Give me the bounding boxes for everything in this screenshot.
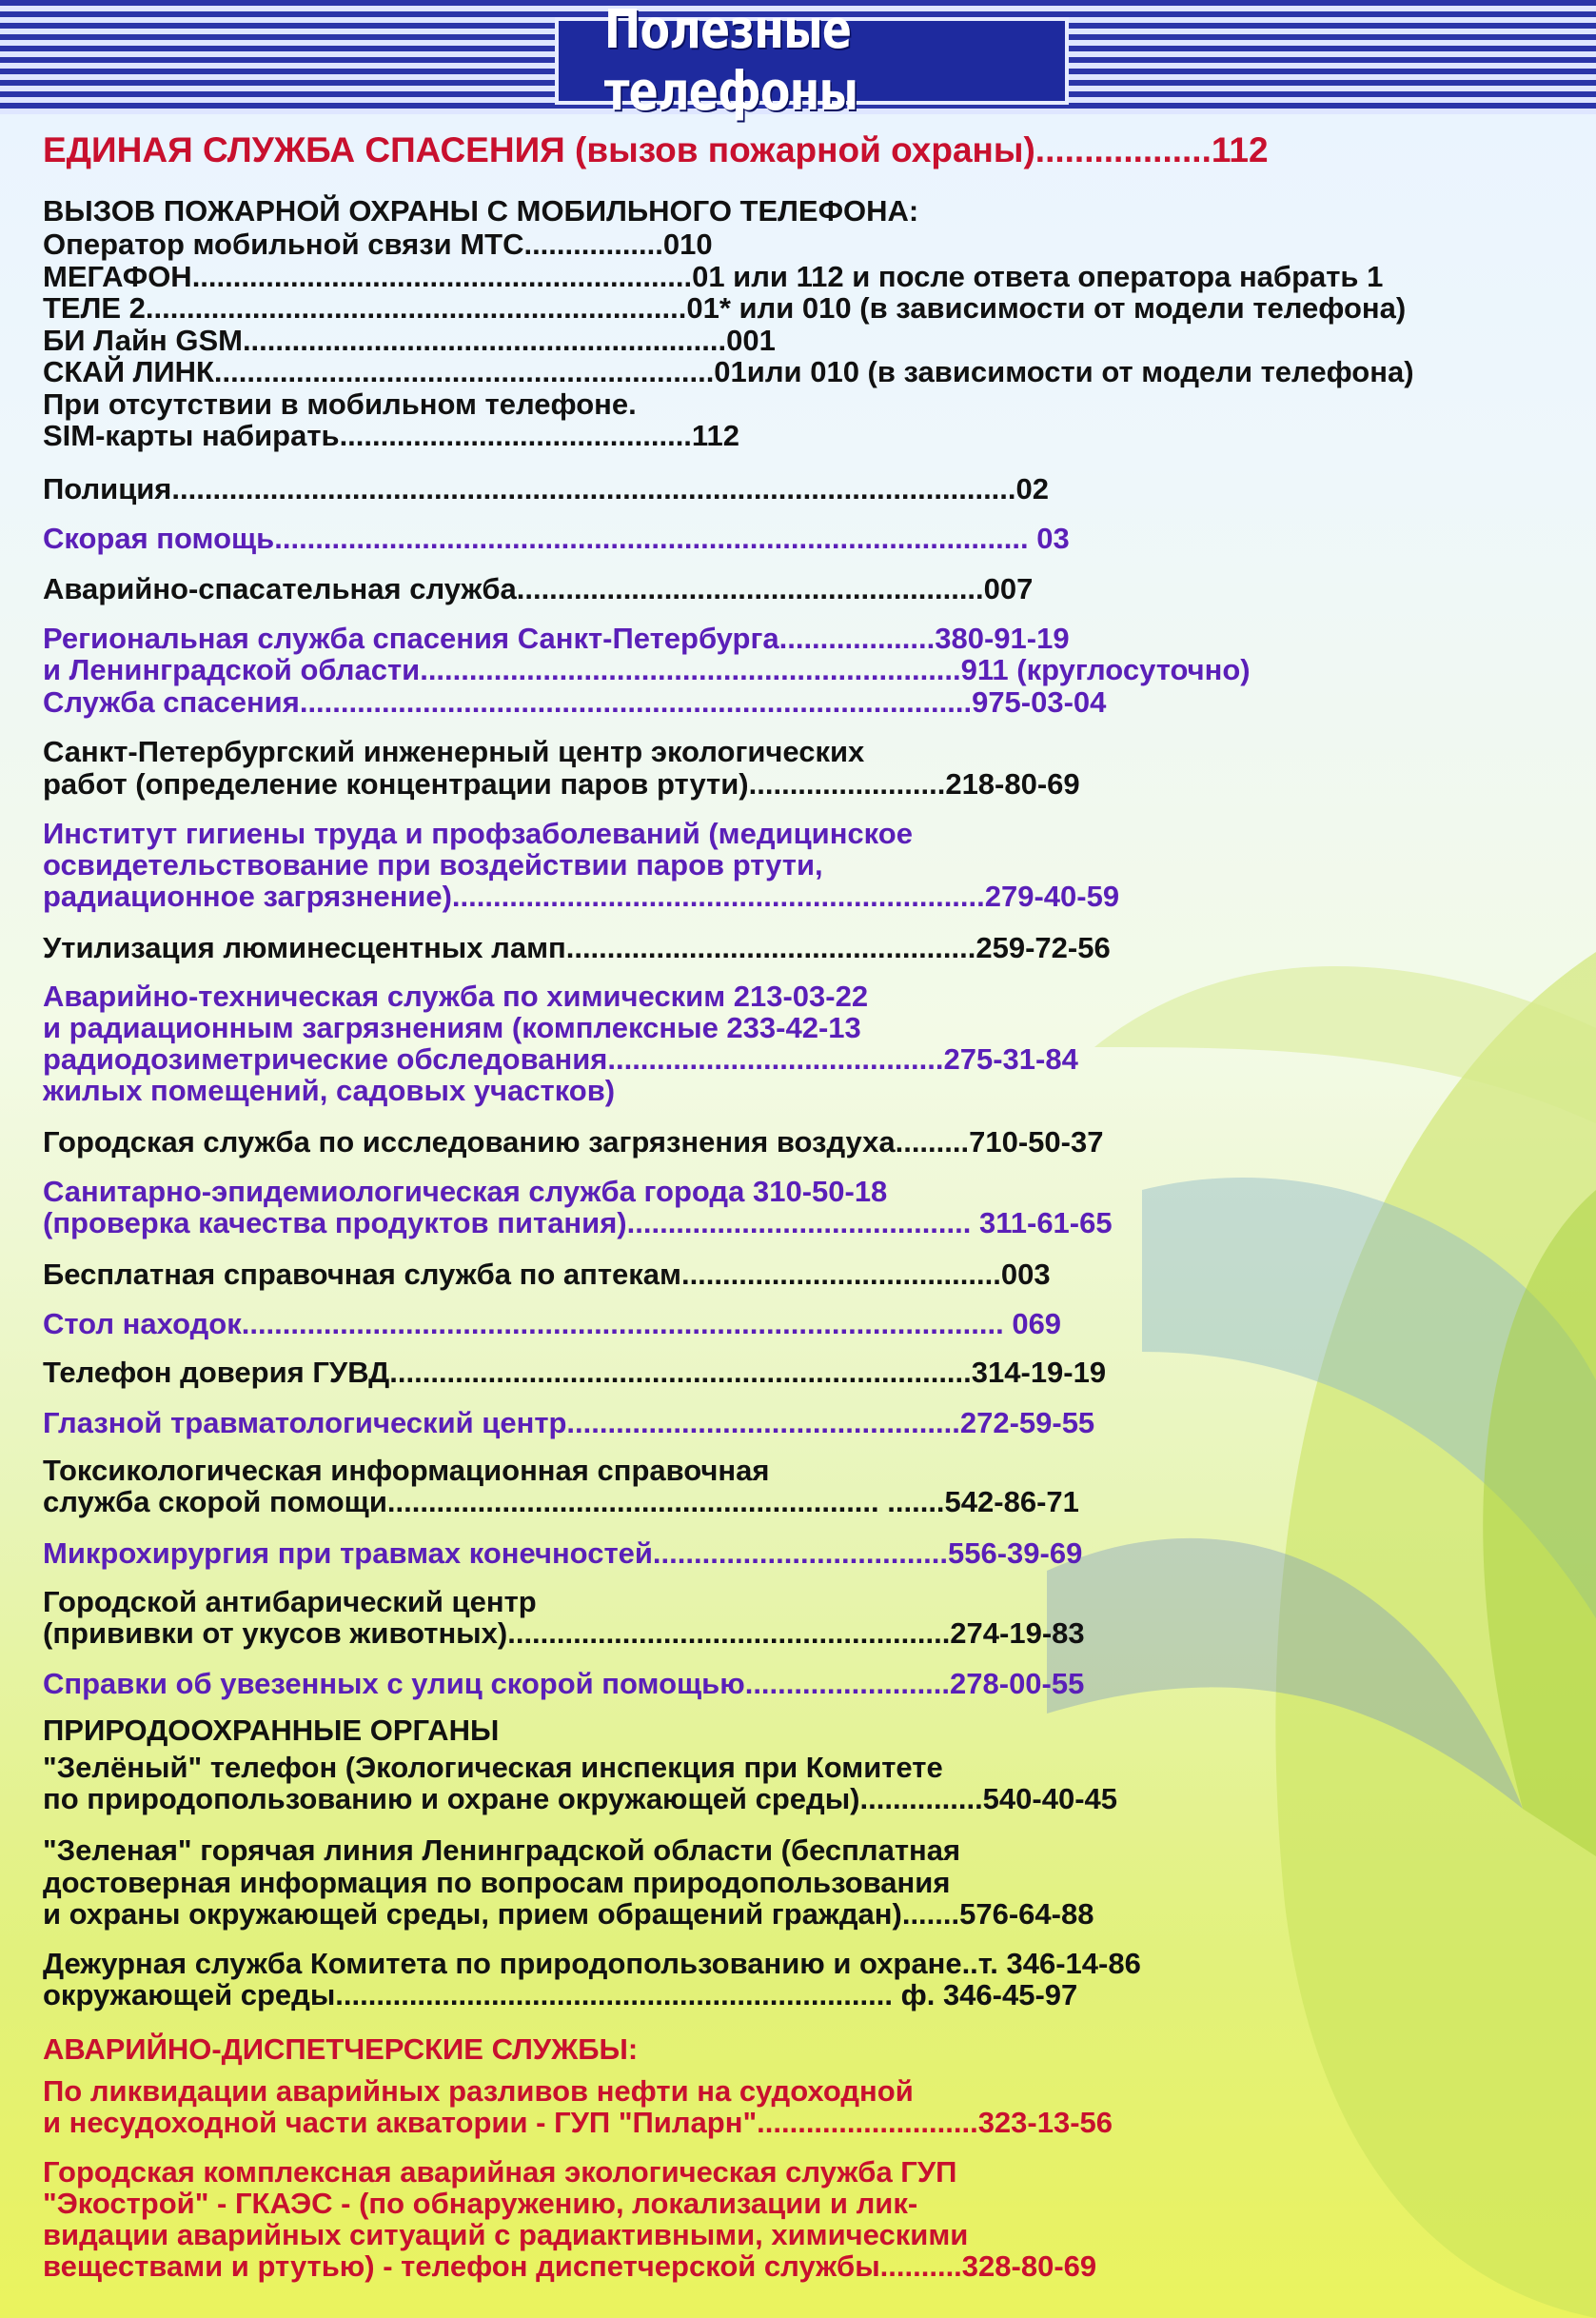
phone-entry-line: БИ Лайн GSM...........................................................001 bbox=[43, 324, 776, 357]
phone-entry-line: Телефон доверия ГУВД.......................................................................314-19-19 bbox=[43, 1356, 1107, 1389]
phone-entry-line: Бесплатная справочная служба по аптекам.......................................003 bbox=[43, 1258, 1051, 1291]
phone-entry-line: и несудоходной части акватории - ГУП "Пиларн"...........................323-13-56 bbox=[43, 2106, 1113, 2139]
header-banner bbox=[0, 0, 1596, 123]
page-title: Полезные телефоны bbox=[603, 0, 858, 123]
phone-entry-line: радиационное загрязнение).................................................................279-40-59 bbox=[43, 880, 1120, 913]
phone-entry-line: жилых помещений, садовых участков) bbox=[43, 1074, 616, 1107]
phone-entry-line: Токсикологическая информационная справочная bbox=[43, 1454, 770, 1487]
phone-entry-line: веществами и ртутью) - телефон диспетчерской службы..........328-80-69 bbox=[43, 2249, 1097, 2283]
phone-entry-line: Утилизация люминесцентных ламп..................................................259-72-56 bbox=[43, 931, 1111, 964]
phone-entry-line: ЕДИНАЯ СЛУЖБА СПАСЕНИЯ (вызов пожарной охраны)..................112 bbox=[43, 130, 1269, 169]
phone-entry-line: по природопользованию и охране окружающей среды)...............540-40-45 bbox=[43, 1782, 1118, 1815]
phone-entry-line: и Ленинградской области..................................................................911 (круглосуточно) bbox=[43, 653, 1251, 686]
phone-entry-line: Стол находок............................................................................................. 069 bbox=[43, 1307, 1062, 1340]
phone-entry-line: Глазной травматологический центр................................................272-59-55 bbox=[43, 1406, 1095, 1439]
phone-entry-line: Микрохирургия при травмах конечностей....................................556-39-69 bbox=[43, 1536, 1083, 1570]
phone-entry-line: ПРИРОДООХРАННЫЕ ОРГАНЫ bbox=[43, 1714, 500, 1747]
phone-entry-line: Служба спасения..................................................................................975-03-04 bbox=[43, 685, 1107, 719]
phone-entry-line: видации аварийных ситуаций с радиактивными, химическими bbox=[43, 2218, 969, 2251]
phone-entry-line: SIM-карты набирать...........................................112 bbox=[43, 419, 739, 452]
phone-entry-line: ВЫЗОВ ПОЖАРНОЙ ОХРАНЫ С МОБИЛЬНОГО ТЕЛЕФОНА: bbox=[43, 194, 919, 228]
phone-entry-line: Санкт-Петербургский инженерный центр экологических bbox=[43, 735, 865, 768]
phone-entry-line: ТЕЛЕ 2..................................................................01* или 010 (в зависимости от модели телефона) bbox=[43, 291, 1407, 325]
phone-entry-line: По ликвидации аварийных разливов нефти на судоходной bbox=[43, 2074, 914, 2108]
phone-entry-line: Оператор мобильной связи МТС.................010 bbox=[43, 228, 713, 261]
phone-entry-line: Полиция.......................................................................................................02 bbox=[43, 472, 1049, 505]
phone-entry-line: и охраны окружающей среды, прием обращений граждан).......576-64-88 bbox=[43, 1897, 1094, 1931]
phone-entry-line: Санитарно-эпидемиологическая служба города 310-50-18 bbox=[43, 1175, 888, 1208]
phone-entry-line: При отсутствии в мобильном телефоне. bbox=[43, 387, 637, 421]
phone-entry-line: служба скорой помощи............................................................ .......542-86-71 bbox=[43, 1485, 1079, 1518]
phone-entry-line: Институт гигиены труда и профзаболеваний (медицинское bbox=[43, 817, 913, 850]
phone-entry-line: Дежурная служба Комитета по природопользованию и охране..т. 346-14-86 bbox=[43, 1947, 1141, 1980]
phone-entry-line: АВАРИЙНО-ДИСПЕТЧЕРСКИЕ СЛУЖБЫ: bbox=[43, 2032, 639, 2066]
phone-entry-line: Городская комплексная аварийная экологическая служба ГУП bbox=[43, 2155, 957, 2189]
title-box bbox=[555, 0, 1069, 123]
phone-entry-line: (проверка качества продуктов питания).......................................... 311-61-65 bbox=[43, 1206, 1113, 1239]
phone-entry-line: Справки об увезенных с улиц скорой помощью.........................278-00-55 bbox=[43, 1667, 1085, 1700]
phone-entry-line: Скорая помощь............................................................................................ 03 bbox=[43, 522, 1070, 555]
phone-entry-line: и радиационным загрязнениям (комплексные 233-42-13 bbox=[43, 1011, 861, 1044]
phone-entry-line: Аварийно-техническая служба по химическим 213-03-22 bbox=[43, 980, 869, 1013]
phone-entry-line: достоверная информация по вопросам природопользования bbox=[43, 1866, 951, 1899]
phone-entry-line: Региональная служба спасения Санкт-Петербурга...................380-91-19 bbox=[43, 622, 1070, 655]
phone-entry-line: "Зелёный" телефон (Экологическая инспекция при Комитете bbox=[43, 1751, 943, 1784]
phone-entry-line: (прививки от укусов животных)......................................................274-19-83 bbox=[43, 1616, 1085, 1650]
phone-entry-line: работ (определение концентрации паров ртути)........................218-80-69 bbox=[43, 767, 1080, 801]
phone-entry-line: радиодозиметрические обследования.........................................275-31-84 bbox=[43, 1042, 1078, 1076]
phone-entry-line: Городская служба по исследованию загрязнения воздуха.........710-50-37 bbox=[43, 1125, 1104, 1159]
phone-entry-line: Городской антибарический центр bbox=[43, 1585, 537, 1618]
phone-entry-line: освидетельствование при воздействии паров ртути, bbox=[43, 848, 823, 882]
phone-entry-line: окружающей среды.................................................................... ф. 346-45-97 bbox=[43, 1978, 1078, 2011]
phone-entry-line: МЕГАФОН.............................................................01 или 112 и после ответа оператора набрать 1 bbox=[43, 260, 1384, 293]
phone-entry-line: "Экострой" - ГКАЭС - (по обнаружению, локализации и лик- bbox=[43, 2187, 918, 2220]
phone-entry-line: Аварийно-спасательная служба.........................................................007 bbox=[43, 572, 1034, 605]
phone-entry-line: "Зеленая" горячая линия Ленинградской области (бесплатная bbox=[43, 1833, 961, 1867]
phone-entry-line: СКАЙ ЛИНК.............................................................01или 010 (в зависимости от модели телефона) bbox=[43, 355, 1414, 388]
